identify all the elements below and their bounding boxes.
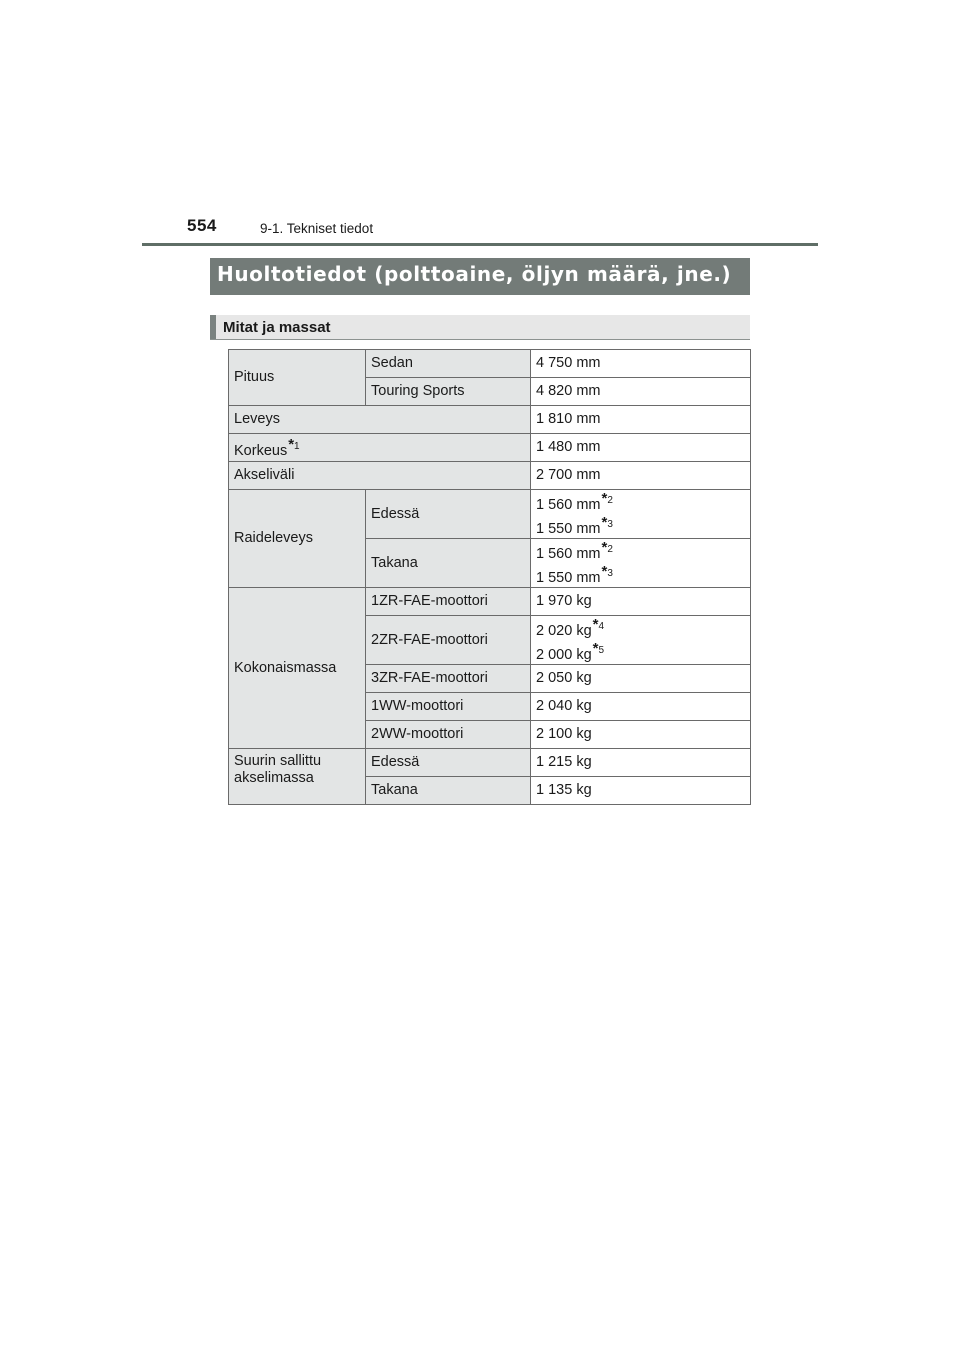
sublabel-axle-front: Edessä [366, 749, 531, 777]
sublabel-sedan: Sedan [366, 350, 531, 378]
value-width: 1 810 mm [531, 406, 751, 434]
subsection-accent [210, 315, 216, 339]
page-number: 554 [187, 216, 217, 235]
row-label-korkeus [229, 434, 531, 462]
korkeus-label: Korkeus [234, 442, 288, 459]
footnote-marker: *2 [601, 539, 613, 556]
section-heading: Huoltotiedot (polttoaine, öljyn määrä, jne.) [217, 262, 732, 286]
footnote-marker: *3 [601, 514, 613, 531]
value-rear-track: 1 560 $mm^{*2}$ 1 550 $mm^{*3}$ [531, 539, 751, 588]
footnote-marker: *2 [601, 490, 613, 507]
value-front-track: 1 560 $mm^{*2}$ 1 550 $mm^{*3}$ [531, 490, 751, 539]
table-row [229, 588, 751, 616]
sublabel-rear: Takana [366, 539, 531, 588]
table-row [229, 350, 751, 378]
sublabel-engine-2ww: 2WW-moottori [366, 721, 531, 749]
header-divider [142, 243, 818, 246]
value-sedan-length: 4 750 mm [531, 350, 751, 378]
footnote-marker: *3 [601, 563, 613, 580]
section-title: 9-1. Tekniset tiedot [260, 221, 374, 236]
footnote-marker: *1 [288, 435, 300, 453]
sublabel-axle-rear: Takana [366, 777, 531, 805]
subsection-heading-bar [210, 315, 750, 340]
footnote-marker: *5 [592, 640, 605, 657]
value-mass-3zr: 2 050 kg [531, 665, 751, 693]
sublabel-engine-2zr: 2ZR-FAE-moottori [366, 616, 531, 665]
section-heading-bar [210, 258, 750, 295]
sublabel-engine-1ww: 1WW-moottori [366, 693, 531, 721]
sublabel-engine-3zr: 3ZR-FAE-moottori [366, 665, 531, 693]
value-touring-length: 4 820 mm [531, 378, 751, 406]
subsection-heading: Mitat ja massat [223, 319, 331, 336]
sublabel-engine-1zr: 1ZR-FAE-moottori [366, 588, 531, 616]
table-row [229, 749, 751, 777]
table-row [229, 462, 751, 490]
value-axle-rear: 1 135 kg [531, 777, 751, 805]
row-label-leveys: Leveys [229, 406, 531, 434]
value-mass-1zr: 1 970 kg [531, 588, 751, 616]
footnote-marker: *4 [592, 616, 605, 633]
row-label-akselivali: Akseliväli [229, 462, 531, 490]
value-axle-front: 1 215 kg [531, 749, 751, 777]
row-label-akselimassa: Suurin sallittu akselimassa [229, 749, 366, 805]
value-mass-2zr: 2 020 $kg^{*4}$ 2 000 $kg^{*5}$ [531, 616, 751, 665]
dimensions-table [228, 349, 751, 805]
row-label-pituus: Pituus [229, 350, 366, 406]
row-label-raideleveys: Raideleveys [229, 490, 366, 588]
value-wheelbase: 2 700 mm [531, 462, 751, 490]
value-mass-1ww: 2 040 kg [531, 693, 751, 721]
table-row [229, 490, 751, 539]
table-row [229, 434, 751, 462]
value-mass-2ww: 2 100 kg [531, 721, 751, 749]
value-height: 1 480 mm [531, 434, 751, 462]
sublabel-touring-sports: Touring Sports [366, 378, 531, 406]
sublabel-front: Edessä [366, 490, 531, 539]
table-row [229, 406, 751, 434]
row-label-kokonaismassa: Kokonaismassa [229, 588, 366, 749]
